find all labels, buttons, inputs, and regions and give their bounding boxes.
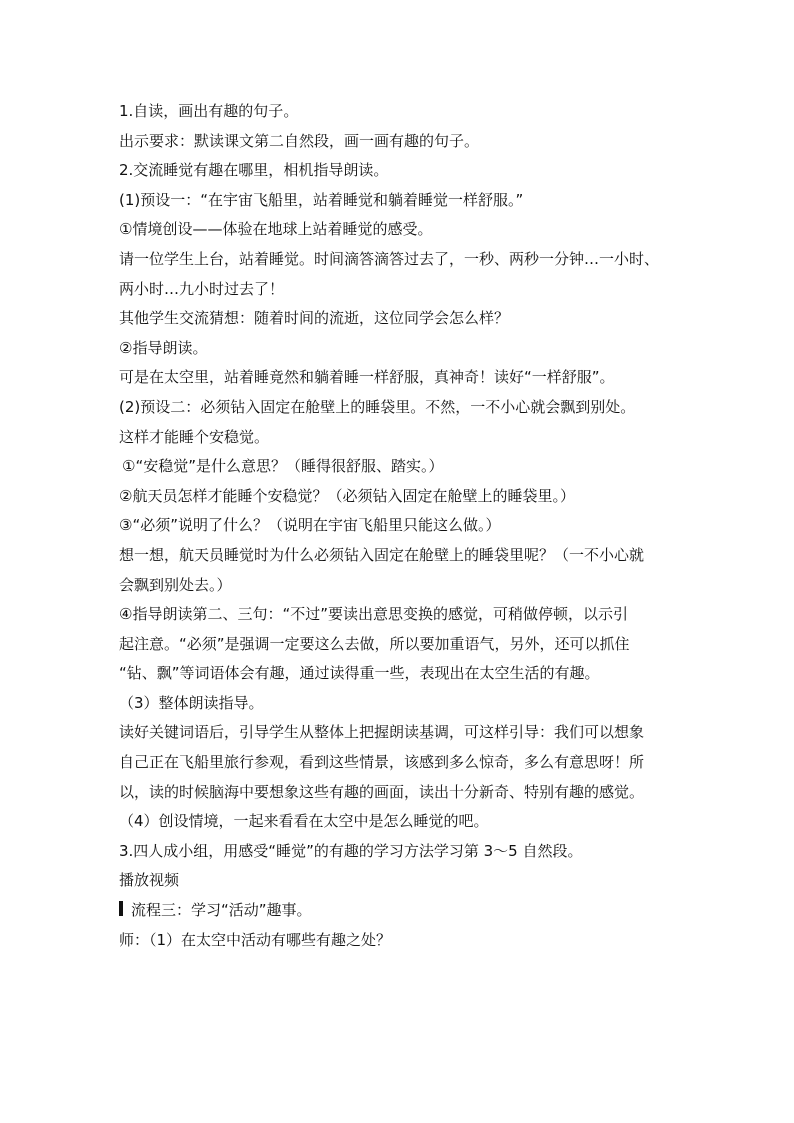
text-line: ②航天员怎样才能睡个安稳觉？（必须钻入固定在舱壁上的睡袋里。） — [119, 486, 575, 505]
text-line: 出示要求：默读课文第二自然段，画一画有趣的句子。 — [119, 131, 480, 150]
text-line: 2.交流睡觉有趣在哪里，相机指导朗读。 — [119, 161, 389, 180]
text-line: 可是在太空里，站着睡竟然和躺着睡一样舒服，真神奇！读好“一样舒服”。 — [119, 368, 615, 387]
text-line: ②指导朗读。 — [119, 338, 208, 357]
text-line: 这样才能睡个安稳觉。 — [119, 427, 270, 446]
text-line: 1.自读，画出有趣的句子。 — [119, 102, 299, 120]
text-line: 请一位学生上台，站着睡觉。时间滴答滴答过去了，一秒、两秒一分钟…一小时、 — [119, 249, 660, 268]
text-line: 读好关键词语后，引导学生从整体上把握朗读基调，可这样引导：我们可以想象 — [119, 723, 645, 742]
text-line: (2)预设二：必须钻入固定在舱壁上的睡袋里。不然，一不小心就会飘到别处。 — [119, 397, 636, 416]
text-line: 以，读的时候脑海中要想象这些有趣的画面，读出十分新奇、特别有趣的感觉。 — [119, 782, 645, 801]
text-line: 想一想，航天员睡觉时为什么必须钻入固定在舱壁上的睡袋里呢？（一不小心就 — [119, 545, 645, 564]
text-line: 起注意。“必须”是强调一定要这么去做，所以要加重语气，另外，还可以抓住 — [119, 634, 630, 653]
text-line: 师：（1）在太空中活动有哪些有趣之处？ — [119, 930, 392, 949]
text-line: 会飘到别处去。） — [119, 575, 232, 594]
text-line: ③“必须”说明了什么？（说明在宇宙飞船里只能这么做。） — [119, 516, 501, 535]
section-marker-bar — [119, 901, 123, 916]
text-line: 其他学生交流猜想：随着时间的流逝，这位同学会怎么样？ — [119, 309, 510, 328]
text-line: ④指导朗读第二、三句：“不过”要读出意思变换的感觉，可稍做停顿，以示引 — [119, 605, 628, 624]
text-line: 两小时…九小时过去了！ — [119, 279, 285, 298]
text-line: 播放视频 — [119, 871, 180, 890]
text-line: （4）创设情境，一起来看看在太空中是怎么睡觉的吧。 — [119, 812, 489, 831]
text-line: 3.四人成小组，用感受“睡觉”的有趣的学习方法学习第 3～5 自然段。 — [119, 841, 583, 860]
document-body — [119, 97, 689, 955]
text-line: 自己正在飞船里旅行参观，看到这些情景，该感到多么惊奇，多么有意思呀！所 — [119, 753, 645, 772]
text-line: (1)预设一：“在宇宙飞船里，站着睡觉和躺着睡觉一样舒服。” — [119, 190, 524, 209]
section-heading-line — [119, 896, 689, 926]
text-line: （3）整体朗读指导。 — [119, 693, 264, 712]
section-heading-text: 流程三：学习“活动”趣事。 — [131, 901, 312, 920]
text-line: ①“安稳觉”是什么意思？（睡得很舒服、踏实。） — [122, 457, 444, 476]
text-line: “钻、飘”等词语体会有趣，通过读得重一些，表现出在太空生活的有趣。 — [119, 664, 600, 683]
text-line: ①情境创设——体验在地球上站着睡觉的感受。 — [119, 220, 433, 239]
